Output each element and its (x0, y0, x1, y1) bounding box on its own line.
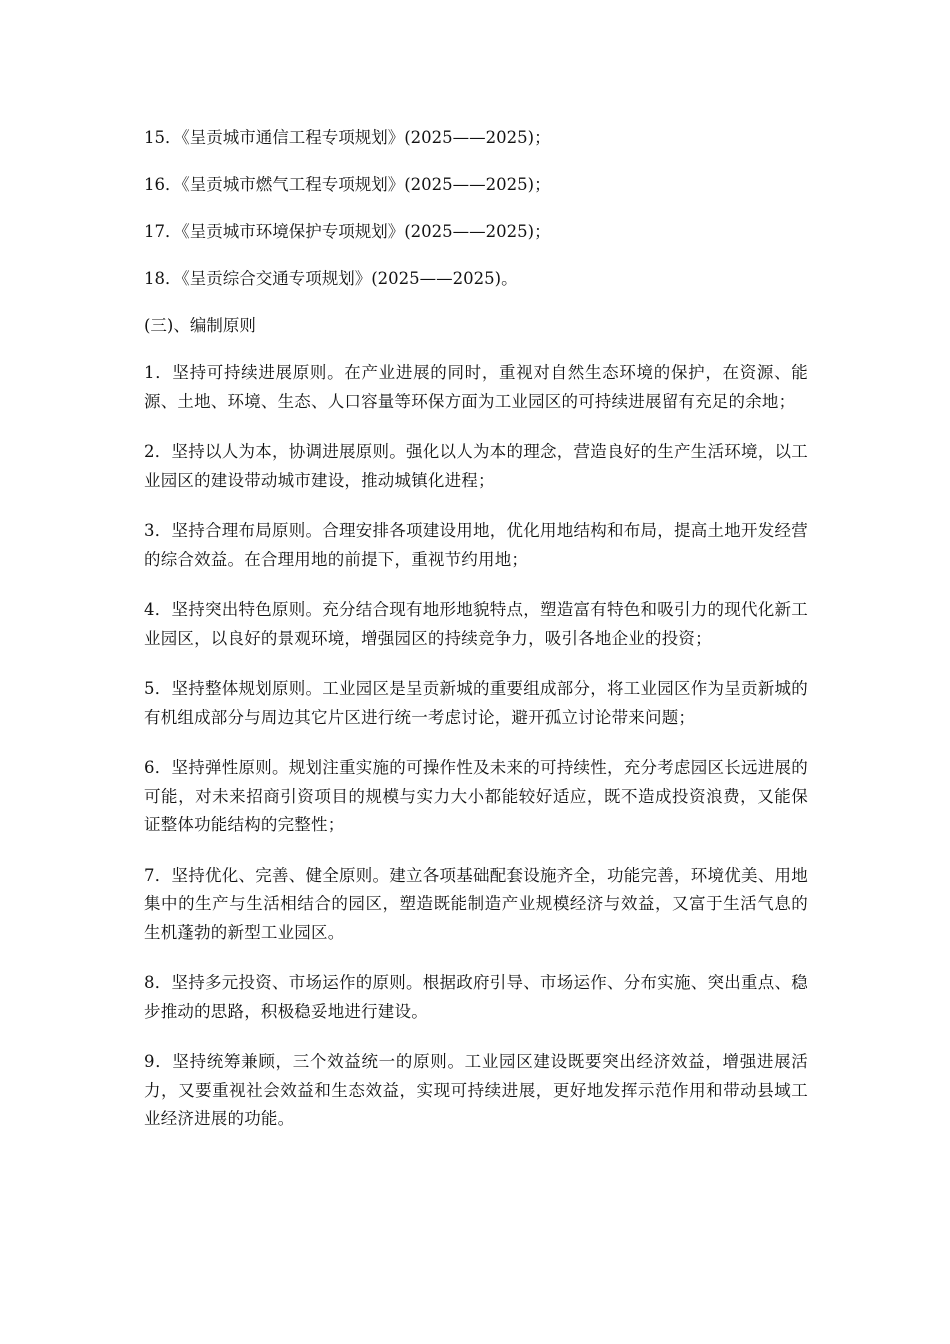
list-item: 17．《呈贡城市环境保护专项规划》(2025——2025)； (144, 222, 551, 241)
principle-paragraph: 9．坚持统筹兼顾，三个效益统一的原则。工业园区建设既要突出经济效益，增强进展活力，又要重视社会效益和生态效益，实现可持续进展，更好地发挥示范作用和带动县域工业经济进展的功能。 (144, 1052, 808, 1128)
list-item: 16．《呈贡城市燃气工程专项规划》(2025——2025)； (144, 175, 551, 194)
principle-paragraph: 8．坚持多元投资、市场运作的原则。根据政府引导、市场运作、分布实施、突出重点、稳步推动的思路，积极稳妥地进行建设。 (144, 973, 808, 1021)
principle-paragraph: 6．坚持弹性原则。规划注重实施的可操作性及未来的可持续性，充分考虑园区长远进展的可能，对未来招商引资项目的规模与实力大小都能较好适应，既不造成投资浪费，又能保证整体功能结构的完整性； (144, 758, 808, 834)
list-item: 15．《呈贡城市通信工程专项规划》(2025——2025)； (144, 128, 551, 147)
list-item: 18．《呈贡综合交通专项规划》(2025——2025)。 (144, 269, 518, 288)
principle-paragraph: 1．坚持可持续进展原则。在产业进展的同时，重视对自然生态环境的保护，在资源、能源、土地、环境、生态、人口容量等环保方面为工业园区的可持续进展留有充足的余地； (144, 363, 808, 411)
section-heading: (三)、编制原则 (144, 316, 256, 335)
principle-paragraph: 5．坚持整体规划原则。工业园区是呈贡新城的重要组成部分，将工业园区作为呈贡新城的有机组成部分与周边其它片区进行统一考虑讨论，避开孤立讨论带来问题； (144, 679, 808, 727)
principle-paragraph: 7．坚持优化、完善、健全原则。建立各项基础配套设施齐全，功能完善，环境优美、用地集中的生产与生活相结合的园区，塑造既能制造产业规模经济与效益，又富于生活气息的生机蓬勃的新型工业园区。 (144, 865, 808, 942)
document-body (144, 124, 808, 1156)
principle-paragraph: 3．坚持合理布局原则。合理安排各项建设用地，优化用地结构和布局，提高土地开发经营的综合效益。在合理用地的前提下，重视节约用地； (144, 521, 808, 569)
principle-paragraph: 4．坚持突出特色原则。充分结合现有地形地貌特点，塑造富有特色和吸引力的现代化新工业园区，以良好的景观环境，增强园区的持续竞争力，吸引各地企业的投资； (144, 600, 808, 648)
principle-paragraph: 2．坚持以人为本，协调进展原则。强化以人为本的理念，营造良好的生产生活环境，以工业园区的建设带动城市建设，推动城镇化进程； (144, 442, 808, 490)
